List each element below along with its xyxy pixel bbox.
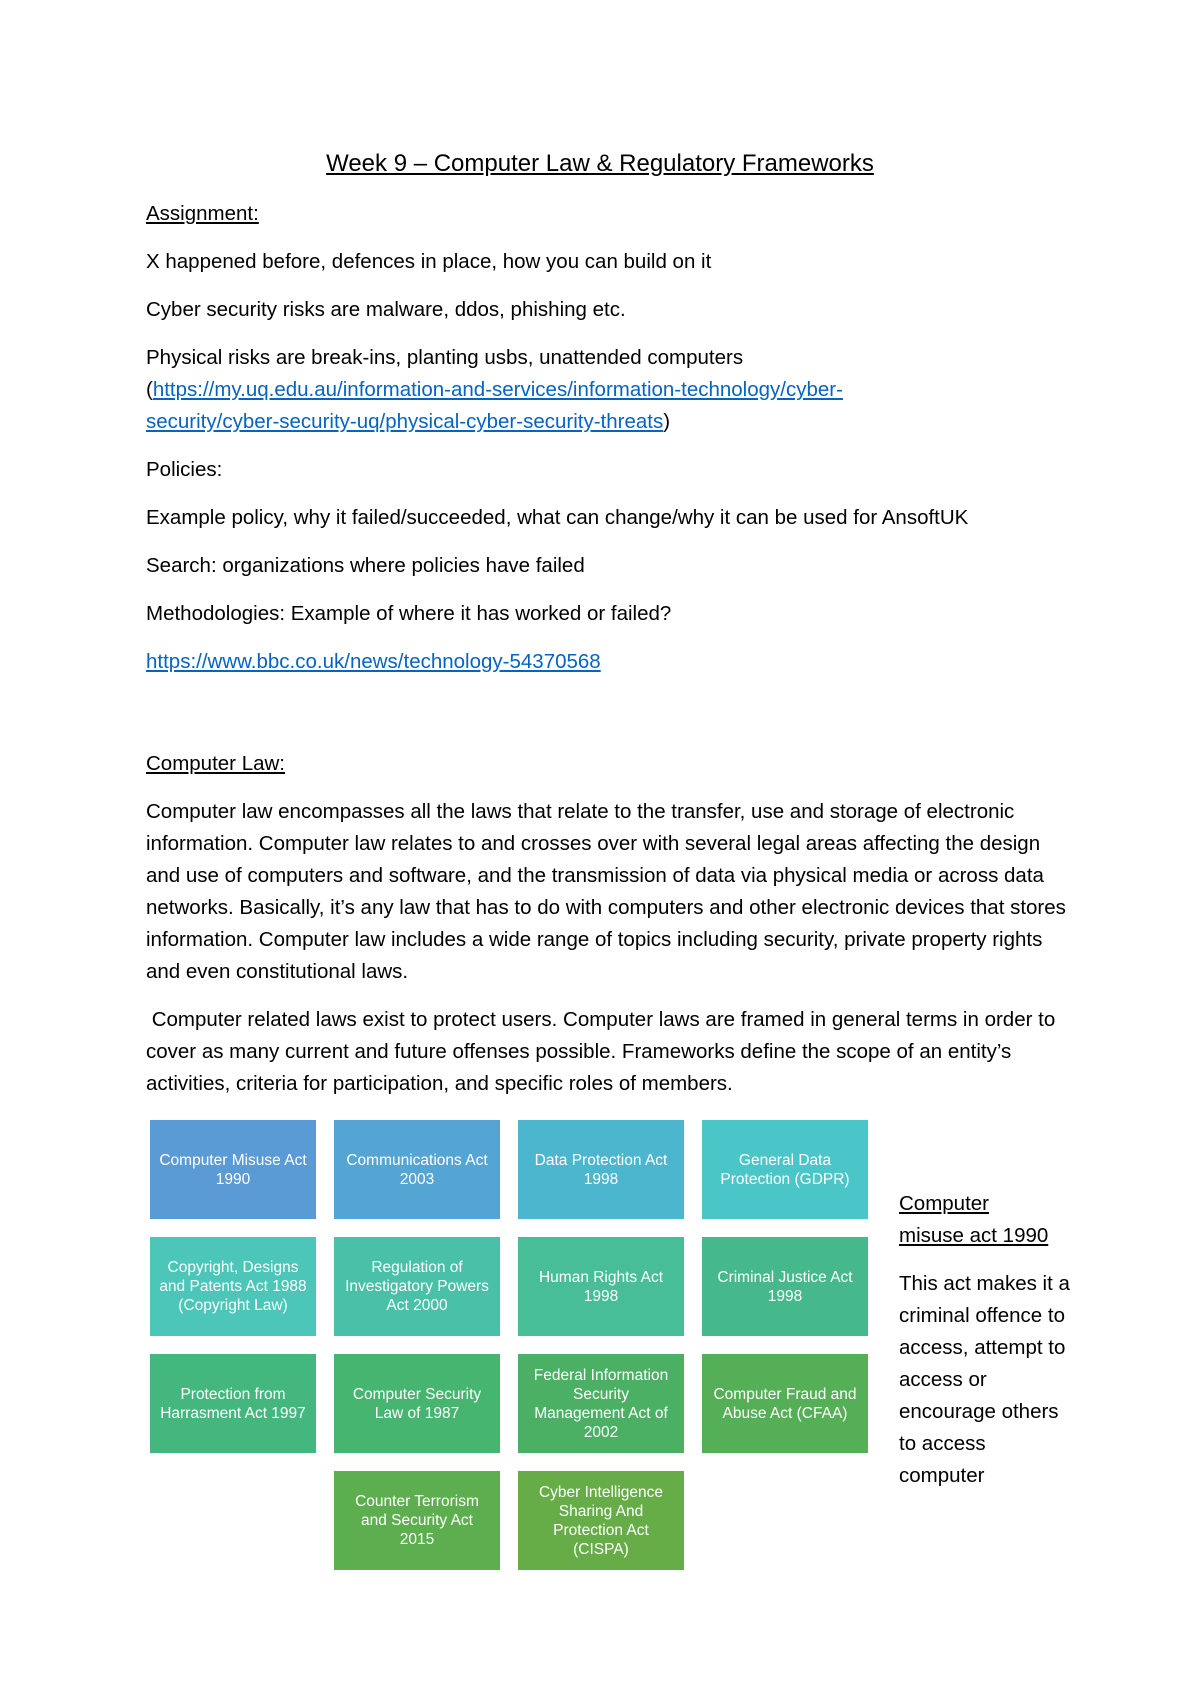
law-tile-label: Copyright, Designs and Patents Act 1988 (Copyright Law)	[159, 1259, 307, 1314]
law-tile-label: Human Rights Act 1998	[538, 1268, 664, 1305]
computer-law-heading: Computer Law:	[146, 752, 286, 775]
uq-link-line-2	[146, 406, 670, 438]
law-tile-label: Protection from Harrasment Act 1997	[160, 1385, 306, 1422]
law-tile	[150, 1354, 316, 1453]
law-tile-label: Communications Act 2003	[346, 1151, 488, 1188]
law-tile	[702, 1354, 868, 1453]
law-tile	[334, 1471, 500, 1570]
computer-law-paragraph-1: Computer law encompasses all the laws that relate to the transfer, use and storage of electronic information. Computer law relates to and crosses over with several legal areas affecting the design and use of computers and software, and the transmission of data via physical media or across data networks. Basically, it’s any law that has to do with computers and other electronic devices that stores information. Computer law includes a wide range of topics including security, private property rights and even constitutional laws.	[146, 800, 1066, 983]
law-tile	[518, 1471, 684, 1570]
law-tile	[518, 1237, 684, 1336]
law-tile-label: Criminal Justice Act 1998	[717, 1268, 853, 1305]
link-close-paren: )	[663, 410, 671, 433]
law-tile	[334, 1354, 500, 1453]
uq-link-part-2[interactable]: security/cyber-security-uq/physical-cyber-security-threats	[146, 410, 664, 433]
uq-link-line-1	[146, 374, 843, 406]
side-heading-line-2: misuse act 1990	[899, 1224, 1049, 1247]
uq-link-part-1[interactable]: https://my.uq.edu.au/information-and-services/information-technology/cyber-	[152, 378, 843, 401]
law-tile-label: Computer Security Law of 1987	[352, 1385, 482, 1422]
bbc-link[interactable]: https://www.bbc.co.uk/news/technology-54370568	[146, 650, 601, 673]
assignment-line-3: Physical risks are break-ins, planting usbs, unattended computers	[146, 346, 744, 369]
law-tile-label: Computer Misuse Act 1990	[159, 1151, 307, 1188]
assignment-line-4: Example policy, why it failed/succeeded, what can change/why it can be used for AnsoftUK	[146, 506, 969, 529]
law-tile	[518, 1354, 684, 1453]
law-tile	[150, 1120, 316, 1219]
law-tile	[702, 1237, 868, 1336]
page-title: Week 9 – Computer Law & Regulatory Frameworks	[326, 150, 874, 177]
law-tile	[702, 1120, 868, 1219]
side-heading-line-1: Computer	[899, 1192, 990, 1215]
law-tile	[150, 1237, 316, 1336]
assignment-line-1: X happened before, defences in place, how you can build on it	[146, 250, 712, 273]
law-tile-label: Data Protection Act 1998	[534, 1151, 668, 1188]
law-tile	[334, 1237, 500, 1336]
law-tile	[518, 1120, 684, 1219]
policies-label: Policies:	[146, 458, 223, 481]
law-tile-label: General Data Protection (GDPR)	[720, 1151, 850, 1188]
link-open-paren: (	[146, 378, 153, 401]
side-description: This act makes it a criminal offence to access, attempt to access or encourage others to access computer	[899, 1272, 1070, 1487]
law-tile-label: Counter Terrorism and Security Act 2015	[355, 1493, 479, 1548]
law-tile-label: Computer Fraud and Abuse Act (CFAA)	[713, 1385, 857, 1422]
computer-law-paragraph-2: Computer related laws exist to protect users. Computer laws are framed in general terms in order to cover as many current and future offenses possible. Frameworks define the scope of an entity’s activities, criteria for participation, and specific roles of members.	[146, 1008, 1061, 1095]
assignment-line-2: Cyber security risks are malware, ddos, phishing etc.	[146, 298, 626, 321]
law-tile-label: Federal Information Security Management Act of 2002	[533, 1366, 669, 1441]
law-tile-label: Regulation of Investigatory Powers Act 2000	[345, 1259, 489, 1314]
law-tile	[334, 1120, 500, 1219]
assignment-line-5: Search: organizations where policies have failed	[146, 554, 585, 577]
assignment-line-6: Methodologies: Example of where it has worked or failed?	[146, 602, 672, 625]
laws-diagram	[150, 1120, 870, 1580]
law-tile-label: Cyber Intelligence Sharing And Protection Act (CISPA)	[538, 1483, 664, 1558]
assignment-heading: Assignment:	[146, 202, 259, 225]
